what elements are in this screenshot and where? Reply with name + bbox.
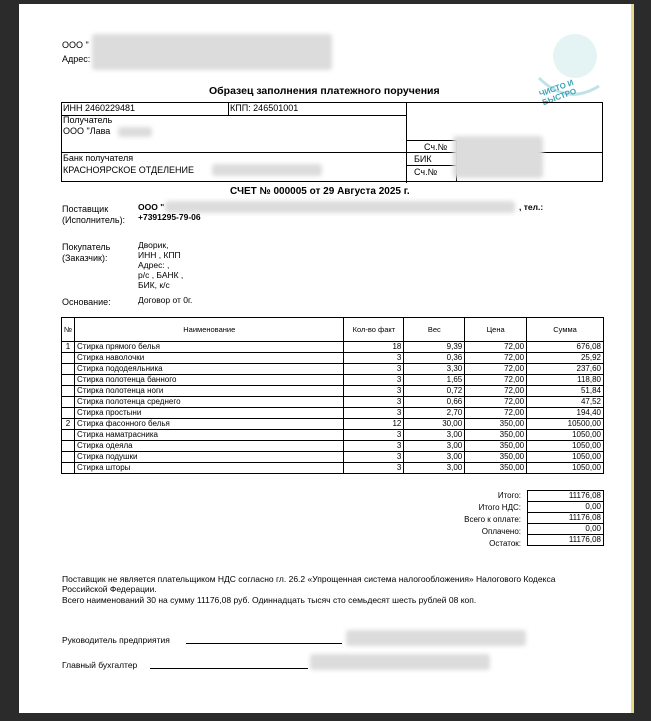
- row-num: [62, 386, 75, 397]
- row-qty: 3: [344, 364, 404, 375]
- buyer-line-1: Дворик,: [138, 240, 169, 250]
- row-name: Стирка наматрасника: [75, 430, 344, 441]
- recipient-label: Получатель: [63, 115, 113, 125]
- stamp-text: ЧИСТО И БЫСТРО: [537, 77, 578, 108]
- row-weight: 2,70: [404, 408, 465, 419]
- row-num: [62, 408, 75, 419]
- row-name: Стирка полотенца банного: [75, 375, 344, 386]
- row-weight: 3,00: [404, 452, 465, 463]
- totals-label: Итого НДС:: [478, 503, 521, 512]
- buyer-line-3: Адрес: ,: [138, 260, 170, 270]
- header-weight: Вес: [404, 318, 465, 342]
- recipient-name: ООО "Лава: [63, 126, 111, 136]
- row-name: Стирка шторы: [75, 463, 344, 474]
- buyer-line-2: ИНН , КПП: [138, 250, 181, 260]
- row-weight: 0,66: [404, 397, 465, 408]
- row-name: Стирка фасонного белья: [75, 419, 344, 430]
- redacted-accountant: [310, 654, 490, 670]
- row-name: Стирка простыни: [75, 408, 344, 419]
- row-num: [62, 364, 75, 375]
- row-sum: 237,60: [527, 364, 604, 375]
- totals-label: Всего к оплате:: [464, 515, 521, 524]
- row-weight: 3,00: [404, 441, 465, 452]
- bank-label: Банк получателя: [63, 153, 134, 163]
- row-qty: 18: [344, 342, 404, 353]
- row-qty: 3: [344, 452, 404, 463]
- row-name: Стирка пододеяльника: [75, 364, 344, 375]
- director-label: Руководитель предприятия: [62, 635, 170, 645]
- supplier-name: ООО ": [138, 202, 165, 212]
- row-sum: 1050,00: [527, 463, 604, 474]
- supplier-label-1: Поставщик: [62, 204, 109, 214]
- bank-name: КРАСНОЯРСКОЕ ОТДЕЛЕНИЕ: [63, 165, 194, 175]
- table-row: [62, 419, 604, 430]
- row-price: 350,00: [465, 452, 527, 463]
- table-row: [62, 342, 604, 353]
- supplier-phone: +7391295-79-06: [138, 212, 201, 222]
- totals-value: 11176,08: [528, 491, 604, 502]
- table-row: [62, 430, 604, 441]
- row-num: 2: [62, 419, 75, 430]
- table-row: [62, 353, 604, 364]
- redacted-bank-numbers: [453, 136, 543, 178]
- table-row: [62, 397, 604, 408]
- row-weight: 30,00: [404, 419, 465, 430]
- row-name: Стирка одеяла: [75, 441, 344, 452]
- row-num: [62, 441, 75, 452]
- row-sum: 25,92: [527, 353, 604, 364]
- row-price: 72,00: [465, 397, 527, 408]
- row-qty: 3: [344, 441, 404, 452]
- row-name: Стирка полотенца среднего: [75, 397, 344, 408]
- company-address-label: Адрес:: [62, 54, 91, 64]
- row-num: [62, 452, 75, 463]
- row-num: [62, 353, 75, 364]
- redacted-supplier: [165, 201, 515, 213]
- row-sum: 118,80: [527, 375, 604, 386]
- table-header-row: [62, 318, 604, 342]
- row-weight: 0,72: [404, 386, 465, 397]
- recipient-inn: ИНН 2460229481: [63, 103, 136, 113]
- row-qty: 3: [344, 430, 404, 441]
- row-sum: 1050,00: [527, 430, 604, 441]
- totals-row: [528, 491, 604, 502]
- row-price: 350,00: [465, 463, 527, 474]
- row-sum: 194,40: [527, 408, 604, 419]
- row-qty: 3: [344, 353, 404, 364]
- header-price: Цена: [465, 318, 527, 342]
- row-price: 72,00: [465, 386, 527, 397]
- row-sum: 1050,00: [527, 441, 604, 452]
- account2-label: Сч.№: [414, 167, 438, 177]
- row-name: Стирка прямого белья: [75, 342, 344, 353]
- header-sum: Сумма: [527, 318, 604, 342]
- row-weight: 9,39: [404, 342, 465, 353]
- recipient-kpp: КПП: 246501001: [230, 103, 299, 113]
- bik-label: БИК: [414, 154, 432, 164]
- row-price: 72,00: [465, 353, 527, 364]
- row-qty: 3: [344, 386, 404, 397]
- totals-row: [528, 535, 604, 546]
- buyer-line-4: р/с , БАНК ,: [138, 270, 184, 280]
- account-label: Сч.№: [424, 142, 448, 152]
- totals-value: 0,00: [528, 502, 604, 513]
- table-row: [62, 452, 604, 463]
- supplier-label-2: (Исполнитель):: [62, 215, 126, 225]
- buyer-label-1: Покупатель: [62, 242, 111, 252]
- row-sum: 47,52: [527, 397, 604, 408]
- row-num: [62, 430, 75, 441]
- totals-value: 0,00: [528, 524, 604, 535]
- table-row: [62, 441, 604, 452]
- supplier-phone-label: , тел.:: [519, 202, 544, 212]
- table-row: [62, 386, 604, 397]
- vat-note-2: Российской Федерации.: [62, 584, 157, 594]
- row-qty: 3: [344, 397, 404, 408]
- header-qty: Кол-во факт: [344, 318, 404, 342]
- row-weight: 3,00: [404, 463, 465, 474]
- row-sum: 676,08: [527, 342, 604, 353]
- totals-row: [528, 513, 604, 524]
- invoice-title: СЧЕТ № 000005 от 29 Августа 2025 г.: [230, 186, 410, 197]
- totals-label: Итого:: [497, 491, 521, 500]
- amount-summary: Всего наименований 30 на сумму 11176,08 руб. Одиннадцать тысяч сто семьдесят шесть рублей 08 коп.: [62, 595, 477, 605]
- row-weight: 1,65: [404, 375, 465, 386]
- vat-note-1: Поставщик не является плательщиком НДС согласно гл. 26.2 «Упрощенная система налогообложения» Налогового Кодекса: [62, 574, 556, 584]
- table-row: [62, 364, 604, 375]
- accountant-signature-line: [150, 668, 308, 669]
- totals-label: Остаток:: [489, 539, 521, 548]
- totals-row: [528, 502, 604, 513]
- row-price: 72,00: [465, 342, 527, 353]
- totals-value: 11176,08: [528, 513, 604, 524]
- director-signature-line: [186, 643, 342, 644]
- row-weight: 3,00: [404, 430, 465, 441]
- row-num: [62, 463, 75, 474]
- row-num: [62, 375, 75, 386]
- buyer-label-2: (Заказчик):: [62, 253, 108, 263]
- table-row: [62, 375, 604, 386]
- row-qty: 3: [344, 375, 404, 386]
- row-name: Стирка наволочки: [75, 353, 344, 364]
- table-row: [62, 408, 604, 419]
- row-price: 72,00: [465, 375, 527, 386]
- row-num: [62, 397, 75, 408]
- totals-label: Оплачено:: [481, 527, 521, 536]
- form-title: Образец заполнения платежного поручения: [209, 85, 440, 97]
- totals-row: [528, 524, 604, 535]
- row-price: 72,00: [465, 364, 527, 375]
- row-qty: 3: [344, 463, 404, 474]
- totals-table: [527, 490, 604, 546]
- redacted-director: [346, 630, 526, 646]
- company-stamp: [537, 34, 607, 106]
- row-name: Стирка подушки: [75, 452, 344, 463]
- row-num: 1: [62, 342, 75, 353]
- row-price: 350,00: [465, 430, 527, 441]
- redacted-company-info: [92, 34, 332, 70]
- totals-value: 11176,08: [528, 535, 604, 546]
- row-sum: 10500,00: [527, 419, 604, 430]
- redacted-recipient: [118, 127, 152, 137]
- basis-label: Основание:: [62, 297, 111, 307]
- items-table: [61, 317, 604, 474]
- buyer-line-5: БИК, к/с: [138, 280, 170, 290]
- row-qty: 3: [344, 408, 404, 419]
- row-weight: 3,30: [404, 364, 465, 375]
- row-qty: 12: [344, 419, 404, 430]
- row-price: 350,00: [465, 419, 527, 430]
- accountant-label: Главный бухгалтер: [62, 660, 138, 670]
- row-weight: 0,36: [404, 353, 465, 364]
- invoice-page: [19, 4, 634, 713]
- row-sum: 1050,00: [527, 452, 604, 463]
- row-price: 72,00: [465, 408, 527, 419]
- row-sum: 51,84: [527, 386, 604, 397]
- basis-value: Договор от 0г.: [138, 295, 193, 305]
- row-price: 350,00: [465, 441, 527, 452]
- company-name: ООО ": [62, 40, 89, 50]
- row-name: Стирка полотенца ноги: [75, 386, 344, 397]
- table-row: [62, 463, 604, 474]
- header-name: Наименование: [75, 318, 344, 342]
- header-num: №: [62, 318, 75, 342]
- redacted-bank-name: [212, 164, 322, 176]
